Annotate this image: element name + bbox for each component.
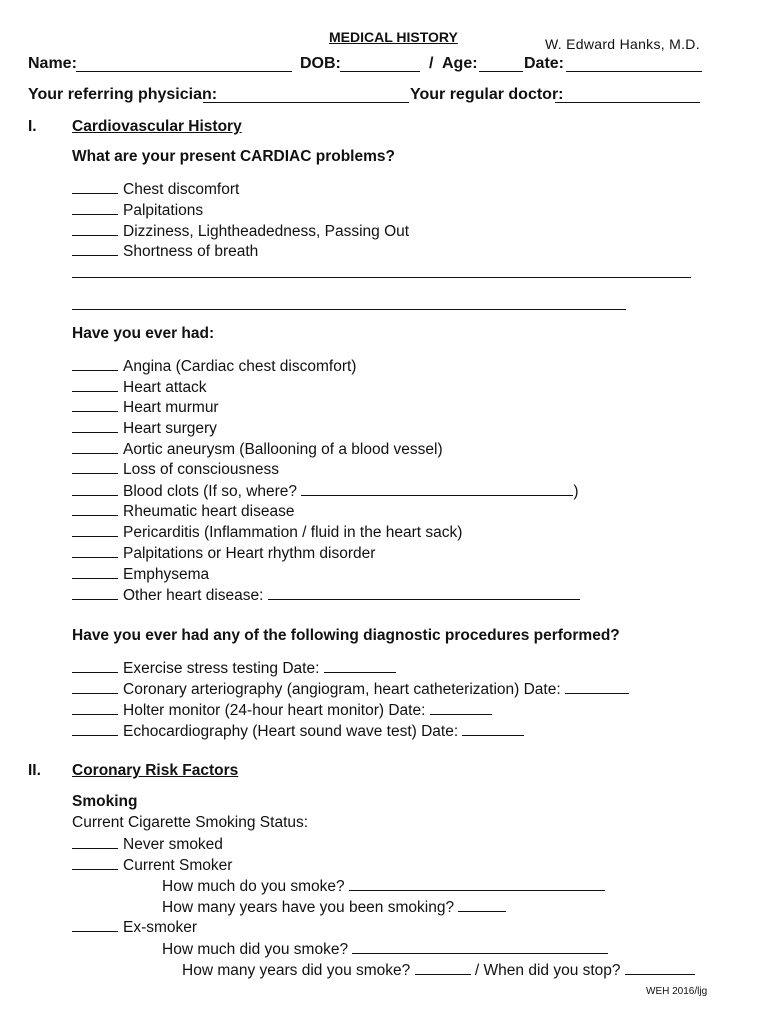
diag-item-holter-monitor[interactable]: Holter monitor (24-hour heart monitor) Date: bbox=[72, 700, 492, 720]
present-cardiac-question: What are your present CARDIAC problems? bbox=[72, 148, 395, 165]
checkbox-blank[interactable] bbox=[72, 701, 118, 715]
date-field[interactable] bbox=[566, 71, 702, 72]
checkbox-blank[interactable] bbox=[72, 378, 118, 392]
ever-item-aortic-aneurysm[interactable]: Aortic aneurysm (Ballooning of a blood vessel) bbox=[72, 440, 443, 459]
present-item-palpitations[interactable]: Palpitations bbox=[72, 201, 203, 220]
age-field[interactable] bbox=[479, 71, 523, 72]
ever-item-emphysema[interactable]: Emphysema bbox=[72, 565, 209, 584]
name-field[interactable] bbox=[76, 71, 292, 72]
checkbox-blank[interactable] bbox=[72, 659, 118, 673]
ever-item-loss-of-consciousness[interactable]: Loss of consciousness bbox=[72, 460, 279, 479]
checkbox-blank[interactable] bbox=[72, 180, 118, 194]
smoking-current[interactable]: Current Smoker bbox=[72, 856, 232, 875]
current-how-much: How much do you smoke? bbox=[162, 876, 605, 896]
notes-line-2[interactable] bbox=[72, 309, 626, 310]
diagnostic-question: Have you ever had any of the following diagnostic procedures performed? bbox=[72, 627, 620, 644]
form-title: MEDICAL HISTORY bbox=[329, 29, 458, 45]
checkbox-blank[interactable] bbox=[72, 722, 118, 736]
other-heart-disease-field[interactable] bbox=[268, 585, 580, 600]
smoking-never[interactable]: Never smoked bbox=[72, 835, 223, 854]
notes-line-1[interactable] bbox=[72, 277, 691, 278]
referring-physician-field[interactable] bbox=[203, 102, 409, 103]
checkbox-blank[interactable] bbox=[72, 222, 118, 236]
stress-test-date-field[interactable] bbox=[324, 658, 396, 673]
smoking-ex[interactable]: Ex-smoker bbox=[72, 918, 197, 937]
ex-amount-field[interactable] bbox=[352, 939, 608, 954]
doctor-name: W. Edward Hanks, M.D. bbox=[545, 36, 700, 52]
checkbox-blank[interactable] bbox=[72, 419, 118, 433]
current-how-many-years: How many years have you been smoking? bbox=[162, 897, 506, 917]
ever-item-heart-attack[interactable]: Heart attack bbox=[72, 378, 207, 397]
section-2-number: II. bbox=[28, 762, 41, 779]
checkbox-blank[interactable] bbox=[72, 440, 118, 454]
ex-how-many-years: How many years did you smoke? / When did you stop? bbox=[182, 960, 695, 980]
echo-date-field[interactable] bbox=[462, 721, 524, 736]
name-label: Name: bbox=[28, 55, 77, 72]
date-label: Date: bbox=[524, 55, 565, 72]
checkbox-blank[interactable] bbox=[72, 544, 118, 558]
holter-date-field[interactable] bbox=[430, 700, 492, 715]
checkbox-blank[interactable] bbox=[72, 201, 118, 215]
present-item-dizziness[interactable]: Dizziness, Lightheadedness, Passing Out bbox=[72, 222, 409, 241]
section-1-title: Cardiovascular History bbox=[72, 118, 242, 135]
regular-doctor-label: Your regular doctor: bbox=[410, 86, 564, 103]
checkbox-blank[interactable] bbox=[72, 460, 118, 474]
slash: / bbox=[429, 55, 434, 72]
ever-item-heart-murmur[interactable]: Heart murmur bbox=[72, 398, 219, 417]
ex-stop-date-field[interactable] bbox=[625, 960, 695, 975]
ever-item-heart-surgery[interactable]: Heart surgery bbox=[72, 419, 217, 438]
diag-item-exercise-stress[interactable]: Exercise stress testing Date: bbox=[72, 658, 396, 678]
dob-field[interactable] bbox=[340, 71, 420, 72]
checkbox-blank[interactable] bbox=[72, 523, 118, 537]
ever-item-pericarditis[interactable]: Pericarditis (Inflammation / fluid in the heart sack) bbox=[72, 523, 462, 542]
footer-code: WEH 2016/ljg bbox=[646, 986, 708, 997]
section-2-title: Coronary Risk Factors bbox=[72, 762, 239, 779]
checkbox-blank[interactable] bbox=[72, 482, 118, 496]
diag-item-coronary-arteriography[interactable]: Coronary arteriography (angiogram, heart catheterization) Date: bbox=[72, 679, 629, 699]
current-amount-field[interactable] bbox=[349, 876, 605, 891]
checkbox-blank[interactable] bbox=[72, 357, 118, 371]
ever-item-palpitations-rhythm[interactable]: Palpitations or Heart rhythm disorder bbox=[72, 544, 375, 563]
arteriography-date-field[interactable] bbox=[565, 679, 629, 694]
diag-item-echocardiography[interactable]: Echocardiography (Heart sound wave test) Date: bbox=[72, 721, 524, 741]
checkbox-blank[interactable] bbox=[72, 680, 118, 694]
ever-had-question: Have you ever had: bbox=[72, 325, 215, 342]
ever-item-angina[interactable]: Angina (Cardiac chest discomfort) bbox=[72, 357, 356, 376]
current-years-field[interactable] bbox=[458, 897, 506, 912]
section-1-number: I. bbox=[28, 118, 37, 135]
checkbox-blank[interactable] bbox=[72, 856, 118, 870]
checkbox-blank[interactable] bbox=[72, 565, 118, 579]
checkbox-blank[interactable] bbox=[72, 502, 118, 516]
checkbox-blank[interactable] bbox=[72, 586, 118, 600]
present-item-chest-discomfort[interactable]: Chest discomfort bbox=[72, 180, 239, 199]
dob-label: DOB: bbox=[300, 55, 341, 72]
age-label: Age: bbox=[442, 55, 478, 72]
referring-physician-label: Your referring physician: bbox=[28, 86, 218, 103]
smoking-status-label: Current Cigarette Smoking Status: bbox=[72, 814, 309, 831]
regular-doctor-field[interactable] bbox=[555, 102, 700, 103]
blood-clots-location-field[interactable] bbox=[301, 481, 573, 496]
ever-item-blood-clots[interactable]: Blood clots (If so, where? ) bbox=[72, 481, 579, 501]
ever-item-rheumatic-heart-disease[interactable]: Rheumatic heart disease bbox=[72, 502, 294, 521]
present-item-shortness-of-breath[interactable]: Shortness of breath bbox=[72, 242, 258, 261]
ex-how-much: How much did you smoke? bbox=[162, 939, 608, 959]
checkbox-blank[interactable] bbox=[72, 398, 118, 412]
checkbox-blank[interactable] bbox=[72, 918, 118, 932]
checkbox-blank[interactable] bbox=[72, 835, 118, 849]
ever-item-other-heart-disease[interactable]: Other heart disease: bbox=[72, 585, 580, 605]
checkbox-blank[interactable] bbox=[72, 242, 118, 256]
ex-years-field[interactable] bbox=[415, 960, 471, 975]
smoking-label: Smoking bbox=[72, 793, 138, 810]
